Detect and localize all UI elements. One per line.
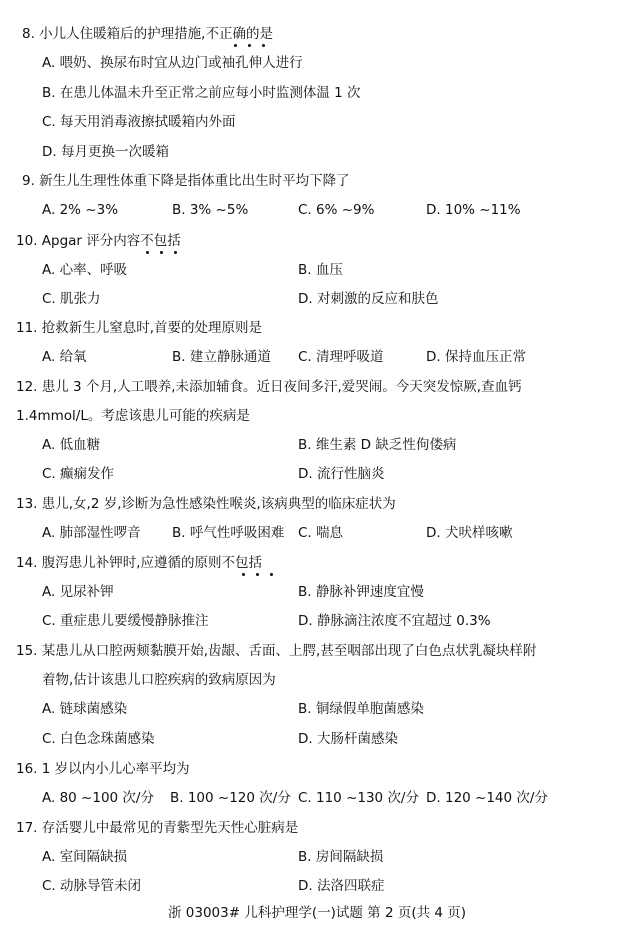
emphasis-dot [270, 573, 273, 576]
question-15-stem: 15. 某患儿从口腔两颊黏膜开始,齿龈、舌面、上腭,甚至咽部出现了白色点状乳凝块样附 [16, 643, 537, 659]
emphasis-dot [248, 44, 251, 47]
option-11b: B. 建立静脉通道 [172, 349, 271, 365]
question-11-stem: 11. 抢救新生儿窒息时,首要的处理原则是 [16, 320, 263, 336]
option-13a: A. 肺部湿性啰音 [42, 525, 141, 541]
option-13c: C. 喘息 [298, 525, 344, 541]
option-17a: A. 室间隔缺损 [42, 849, 128, 865]
question-10-stem: 10. Apgar 评分内容不包括 [16, 233, 181, 249]
option-15c: C. 白色念珠菌感染 [42, 731, 155, 747]
page-footer: 浙 03003# 儿科护理学(一)试题 第 2 页(共 4 页) [168, 905, 467, 921]
option-8d: D. 每月更换一次暖箱 [42, 144, 169, 160]
option-9d: D. 10% ~11% [426, 202, 521, 218]
emphasis-dot [262, 44, 265, 47]
option-10a: A. 心率、呼吸 [42, 262, 128, 278]
question-15-stem-continued: 着物,估计该患儿口腔疾病的致病原因为 [42, 672, 276, 688]
option-11a: A. 给氧 [42, 349, 87, 365]
question-12-stem: 12. 患儿 3 个月,人工喂养,未添加辅食。近日夜间多汗,爱哭闹。今天突发惊厥,查血钙 [16, 379, 522, 395]
option-12b: B. 维生素 D 缺乏性佝偻病 [298, 437, 457, 453]
question-12-stem-continued: 1.4mmol/L。考虑该患儿可能的疾病是 [16, 408, 250, 424]
option-10c: C. 肌张力 [42, 291, 101, 307]
option-12d: D. 流行性脑炎 [298, 466, 385, 482]
option-12c: C. 癫痫发作 [42, 466, 115, 482]
question-8-stem: 8. 小儿人住暖箱后的护理措施,不正确的是 [22, 26, 273, 42]
option-8c: C. 每天用消毒液擦拭暖箱内外面 [42, 114, 236, 130]
option-13d: D. 犬吠样咳嗽 [426, 525, 513, 541]
option-15a: A. 链球菌感染 [42, 701, 128, 717]
option-11c: C. 清理呼吸道 [298, 349, 384, 365]
option-15b: B. 铜绿假单胞菌感染 [298, 701, 424, 717]
emphasis-dot [242, 573, 245, 576]
option-10b: B. 血压 [298, 262, 343, 278]
option-13b: B. 呼气性呼吸困难 [172, 525, 285, 541]
option-16b: B. 100 ~120 次/分 [170, 790, 291, 806]
question-17-stem: 17. 存活婴儿中最常见的青紫型先天性心脏病是 [16, 820, 299, 836]
option-9a: A. 2% ~3% [42, 202, 119, 218]
emphasis-dot [174, 251, 177, 254]
question-16-stem: 16. 1 岁以内小儿心率平均为 [16, 761, 190, 777]
option-14a: A. 见尿补钾 [42, 584, 114, 600]
option-17d: D. 法洛四联症 [298, 878, 385, 894]
option-14c: C. 重症患儿要缓慢静脉推注 [42, 613, 209, 629]
option-14b: B. 静脉补钾速度宜慢 [298, 584, 424, 600]
option-10d: D. 对刺激的反应和肤色 [298, 291, 439, 307]
option-9b: B. 3% ~5% [172, 202, 249, 218]
emphasis-dot [160, 251, 163, 254]
option-17c: C. 动脉导管未闭 [42, 878, 142, 894]
option-9c: C. 6% ~9% [298, 202, 375, 218]
question-9-stem: 9. 新生儿生理性体重下降是指体重比出生时平均下降了 [22, 173, 350, 189]
option-12a: A. 低血糖 [42, 437, 101, 453]
option-11d: D. 保持血压正常 [426, 349, 526, 365]
emphasis-dot [234, 44, 237, 47]
option-17b: B. 房间隔缺损 [298, 849, 384, 865]
option-15d: D. 大肠杆菌感染 [298, 731, 398, 747]
option-8b: B. 在患儿体温未升至正常之前应每小时监测体温 1 次 [42, 85, 361, 101]
option-16c: C. 110 ~130 次/分 [298, 790, 419, 806]
emphasis-dot [256, 573, 259, 576]
question-13-stem: 13. 患儿,女,2 岁,诊断为急性感染性喉炎,该病典型的临床症状为 [16, 496, 396, 512]
option-8a: A. 喂奶、换尿布时宜从边门或袖孔伸人进行 [42, 55, 303, 71]
emphasis-dot [146, 251, 149, 254]
option-16d: D. 120 ~140 次/分 [426, 790, 548, 806]
option-14d: D. 静脉滴注浓度不宜超过 0.3% [298, 613, 491, 629]
option-16a: A. 80 ~100 次/分 [42, 790, 154, 806]
question-14-stem: 14. 腹泻患儿补钾时,应遵循的原则不包括 [16, 555, 263, 571]
